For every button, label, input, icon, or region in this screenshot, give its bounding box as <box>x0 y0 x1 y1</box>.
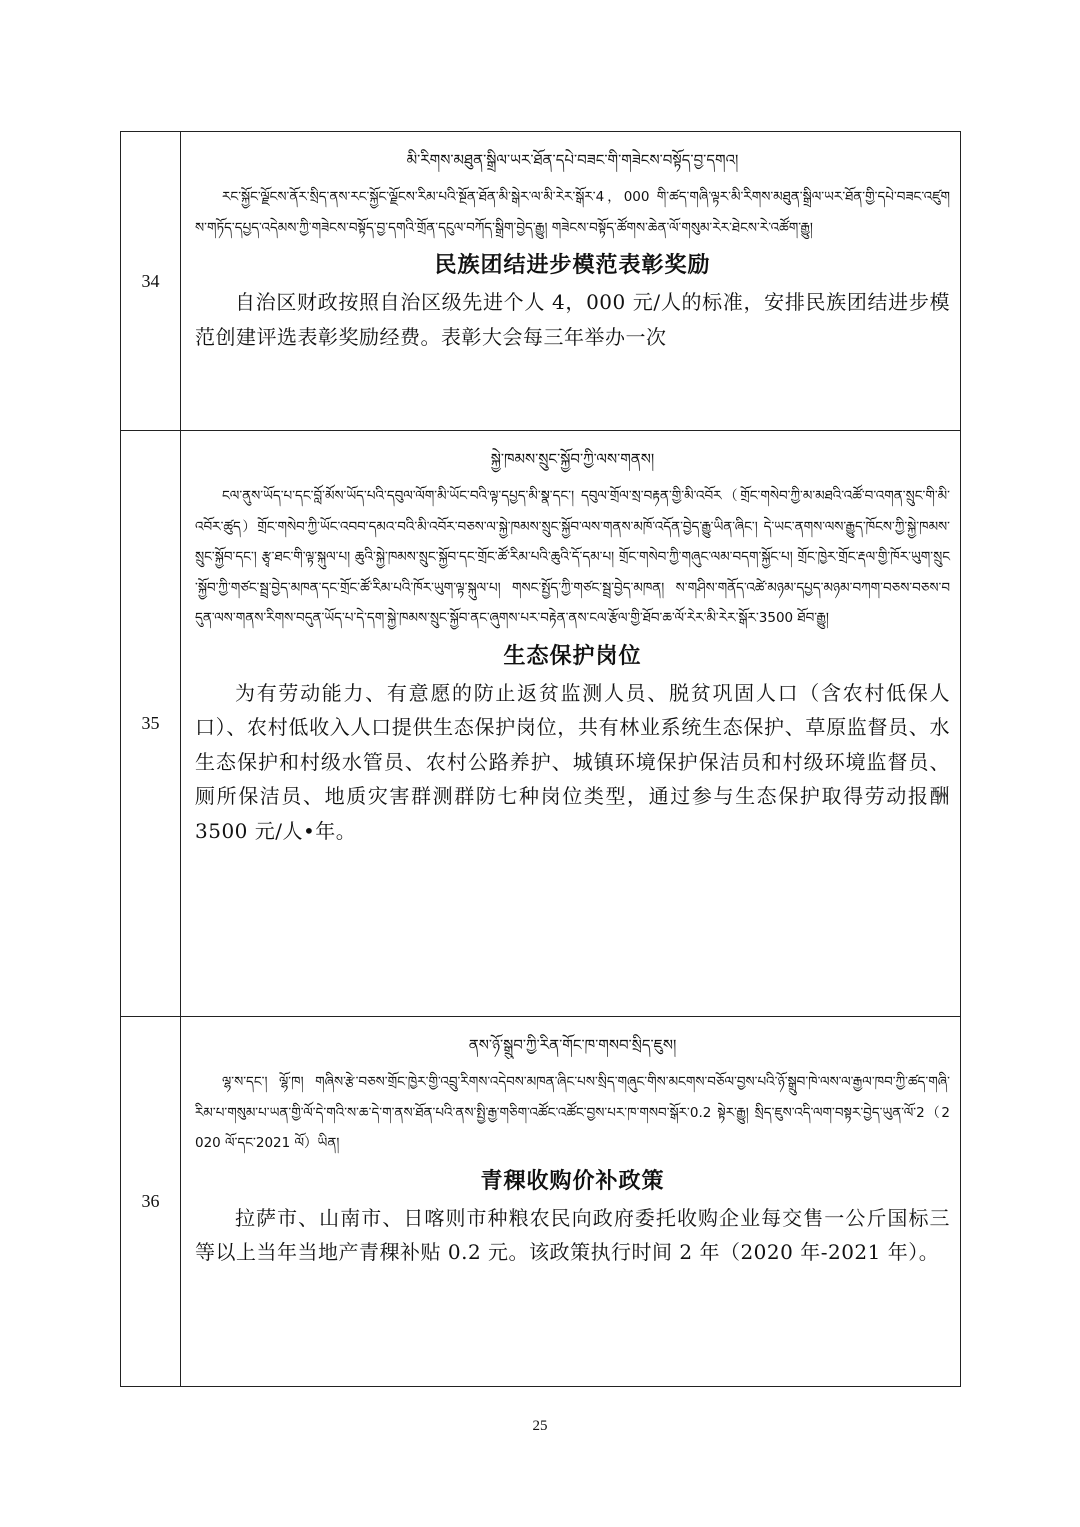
row-number: 36 <box>121 1017 181 1387</box>
tibetan-title: མི་རིགས་མཐུན་སྒྲིལ་ཡར་ཐོན་དཔེ་བཟང་གི་གཟེངས་བསྟོད་བྱ་དགའ། <box>406 151 739 169</box>
row-number: 34 <box>121 132 181 431</box>
table-row <box>121 132 961 431</box>
tibetan-body: རང་སྐྱོང་ལྗོངས་ནོར་སྲིད་ནས་རང་སྐྱོང་ལྗོངས་རིམ་པའི་སྔོན་ཐོན་མི་སྒེར་ལ་མི་རེར་སྒོར་4，000 གི་ཚད་གཞི་ལྟར་མི་རིགས་མཐུན་སྒྲིལ་ཡར་ཐོན་གྱི་དཔེ་བཟང་འཛུགས་གཏོད་དཔྱད་འདེམས་ཀྱི་གཟེངས་བསྟོད་བྱ་དགའི་གྲོན་དངུལ་བཀོད་སྒྲིག་བྱེད་རྒྱུ། གཟེངས་བསྟོད་ཚོགས་ཆེན་ལོ་གསུམ་རེར་ཐེངས་རེ་འཚོག་རྒྱུ། <box>195 189 950 236</box>
row-content <box>181 132 961 431</box>
chinese-body: 为有劳动能力、有意愿的防止返贫监测人员、脱贫巩固人口（含农村低保人口）、农村低收入人口提供生态保护岗位，共有林业系统生态保护、草原监督员、水生态保护和村级水管员、农村公路养护、城镇环境保护保洁员和村级环境监督员、厕所保洁员、地质灾害群测群防七种岗位类型，通过参与生态保护取得劳动报酬 3500 元/人•年。 <box>195 680 950 843</box>
row-content <box>181 431 961 1017</box>
chinese-title: 民族团结进步模范表彰奖励 <box>434 253 711 278</box>
chinese-title: 生态保护岗位 <box>503 643 642 669</box>
tibetan-title: ནས་ཉོ་སྒྲུབ་ཀྱི་རིན་གོང་ཁ་གསབ་སྲིད་ཇུས། <box>468 1036 677 1054</box>
tibetan-body: ངལ་ནུས་ཡོད་པ་དང་བློ་མོས་ཡོད་པའི་དབུལ་ལོག་མི་ཡོང་བའི་ལྟ་དཔྱད་མི་སྣ་དང་། དབུལ་གྲོལ་སྲ་བརྟན་གྱི་མི་འབོར（གྲོང་གསེབ་ཀྱི་མ་མཐའི་འཚོ་བ་འགན་སྲུང་གི་མི་འབོར་ཚུད）གྲོང་གསེབ་ཀྱི་ཡོང་འབབ་དམའ་བའི་མི་འབོར་བཅས་ལ་སྐྱེ་ཁམས་སྲུང་སྐྱོབ་ལས་གནས་མཁོ་འདོན་བྱེད་རྒྱུ་ཡིན་ཞིང་། དེ་ཡང་ནགས་ལས་རྒྱུད་ཁོངས་ཀྱི་སྐྱེ་ཁམས་སྲུང་སྐྱོབ་དང་། རྩྭ་ཐང་གི་ལྟ་སྐུལ་པ། ཆུའི་སྐྱེ་ཁམས་སྲུང་སྐྱོབ་དང་གྲོང་ཚོ་རིམ་པའི་ཆུའི་དོ་དམ་པ། གྲོང་གསེབ་ཀྱི་གཞུང་ལམ་བདག་སྐྱོང་པ། གྲོང་ཁྱེར་གྲོང་རྡལ་གྱི་ཁོར་ཡུག་སྲུང་སྐྱོབ་ཀྱི་གཙང་སྦྲ་བྱེད་མཁན་དང་གྲོང་ཚོ་རིམ་པའི་ཁོར་ཡུག་ལྟ་སྐུལ་པ། གསང་སྤྱོད་ཀྱི་གཙང་སྦྲ་བྱེད་མཁན། ས་གཤིས་གནོད་འཚེ་མཉམ་དཔྱད་མཉམ་བཀག་བཅས་བཅས་བདུན་ལས་གནས་རིགས་བདུན་ཡོད་པ་དེ་དག་སྐྱེ་ཁམས་སྲུང་སྐྱོབ་ནང་ཞུགས་པར་བརྟེན་ནས་ངལ་རྩོལ་གྱི་ཐོབ་ཆ་ལོ་རེར་མི་རེར་སྒོར་3500 ཐོབ་རྒྱུ། <box>195 488 950 626</box>
tibetan-title: སྐྱེ་ཁམས་སྲུང་སྐྱོབ་ཀྱི་ལས་གནས། <box>490 450 655 468</box>
page-number: 25 <box>532 1418 548 1434</box>
table-row <box>121 1017 961 1387</box>
chinese-title: 青稞收购价补政策 <box>480 1168 665 1194</box>
policy-table <box>120 131 961 1387</box>
chinese-body: 自治区财政按照自治区级先进个人 4，000 元/人的标准，安排民族团结进步模范创建评选表彰奖励经费。表彰大会每三年举办一次 <box>195 290 950 349</box>
row-content <box>181 1017 961 1387</box>
row-number: 35 <box>121 431 181 1017</box>
chinese-body: 拉萨市、山南市、日喀则市种粮农民向政府委托收购企业每交售一公斤国标三等以上当年当地产青稞补贴 0.2 元。该政策执行时间 2 年（2020 年-2021 年）。 <box>195 1205 950 1264</box>
tibetan-body: ལྷ་ས་དང་། ལྷོ་ཁ། གཞིས་རྩེ་བཅས་གྲོང་ཁྱེར་གྱི་འབྲུ་རིགས་འདེབས་མཁན་ཞིང་པས་སྲིད་གཞུང་གིས་མངགས་བཅོལ་བྱས་པའི་ཉོ་སྒྲུབ་ཁེ་ལས་ལ་རྒྱལ་ཁབ་ཀྱི་ཚད་གཞི་རིམ་པ་གསུམ་པ་ཡན་གྱི་ལོ་དེ་གའི་ས་ཆ་དེ་ག་ནས་ཐོན་པའི་ནས་སྤྱི་རྒྱ་གཅིག་འཚོང་འཚོང་བྱས་པར་ཁ་གསབ་སྒོར་0.2 སྟེར་རྒྱུ། སྲིད་ཇུས་འདི་ལག་བསྟར་བྱེད་ཡུན་ལོ་2（2020 ལོ་དང་2021 ལོ）ཡིན། <box>195 1074 950 1151</box>
table-row <box>121 431 961 1017</box>
